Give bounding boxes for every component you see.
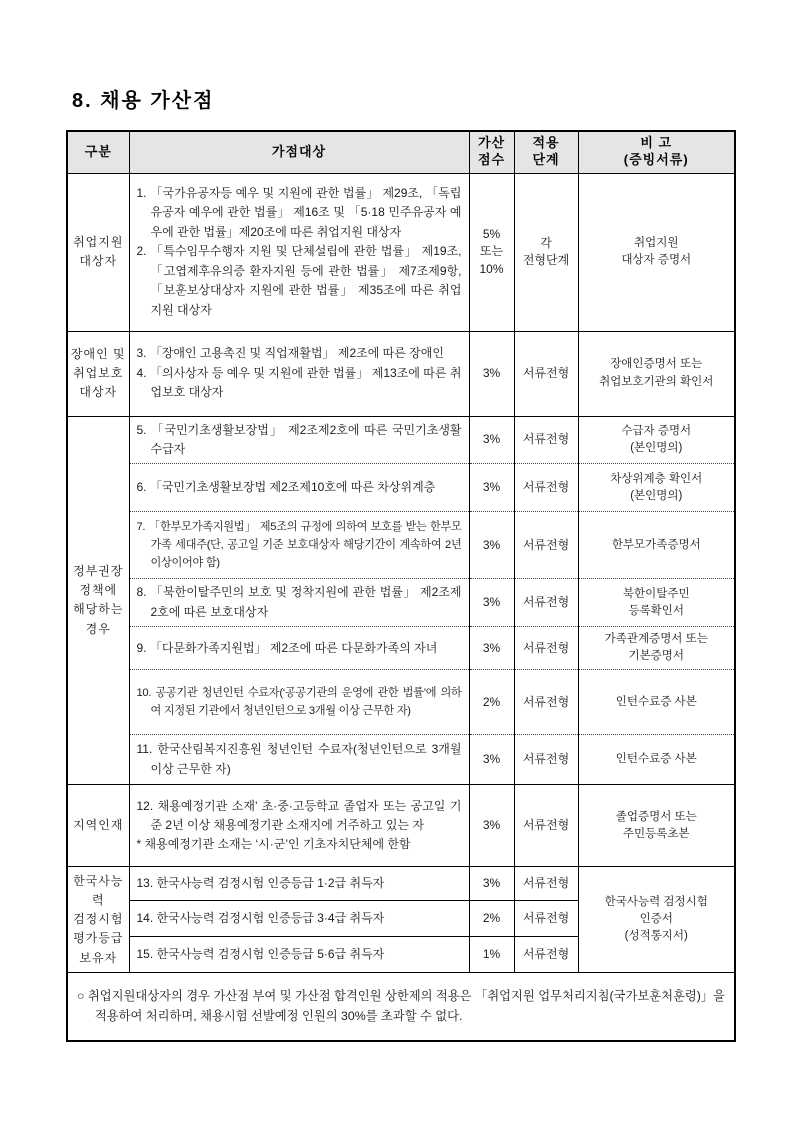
points-cell: 5% 또는 10% xyxy=(469,173,514,331)
table-row xyxy=(67,416,735,464)
target-cell xyxy=(129,579,469,627)
target-cell xyxy=(129,735,469,785)
points-cell: 3% xyxy=(469,735,514,785)
points-cell: 2% xyxy=(469,670,514,735)
stage-cell: 서류전형 xyxy=(514,785,578,867)
category-cell: 정부권장 정책에 해당하는 경우 xyxy=(67,416,129,785)
target-item: 14. 한국사능력 검정시험 인증등급 3·4급 취득자 xyxy=(136,911,385,926)
target-cell xyxy=(129,785,469,867)
target-item: 7. 「한부모가족지원법」 제5조의 규정에 의하여 보호를 받는 한부모가족 세대주(단, 공고일 기준 보호대상자 해당기간이 계속하여 2년 이상이어야 함) xyxy=(136,521,462,570)
stage-cell: 서류전형 xyxy=(514,937,578,973)
target-cell xyxy=(129,464,469,512)
stage-cell: 서류전형 xyxy=(514,464,578,512)
category-cell: 취업지원 대상자 xyxy=(67,173,129,331)
stage-cell: 서류전형 xyxy=(514,416,578,464)
target-cell xyxy=(129,627,469,670)
stage-cell: 서류전형 xyxy=(514,735,578,785)
points-cell: 3% xyxy=(469,512,514,579)
table-row xyxy=(67,785,735,867)
table-row xyxy=(67,512,735,579)
docs-cell: 한부모가족증명서 xyxy=(578,512,735,579)
points-cell: 3% xyxy=(469,627,514,670)
header-stage: 적용 단계 xyxy=(514,131,578,173)
target-item: 10. 공공기관 청년인턴 수료자(‘공공기관의 운영에 관한 법률’에 의하여 지정된 기관에서 청년인턴으로 3개월 이상 근무한 자) xyxy=(136,687,462,718)
table-row xyxy=(67,173,735,331)
stage-cell: 서류전형 xyxy=(514,512,578,579)
target-item: 5. 「국민기초생활보장법」 제2조제2호에 따른 국민기초생활수급자 xyxy=(136,422,462,456)
target-cell xyxy=(129,901,469,937)
target-item: 2. 「특수임무수행자 지원 및 단체설립에 관한 법률」 제19조, 「고엽제후유의증 환자지원 등에 관한 법률」 제7조제9항, 「보훈보상대상자 지원에 관한 법률」 제35조에 따른 취업지원 대상자 xyxy=(136,244,462,317)
category-cell: 지역인재 xyxy=(67,785,129,867)
stage-cell: 각 전형단계 xyxy=(514,173,578,331)
target-item: 13. 한국사능력 검정시험 인증등급 1·2급 취득자 xyxy=(136,876,385,891)
header-target: 가점대상 xyxy=(129,131,469,173)
stage-cell: 서류전형 xyxy=(514,867,578,901)
target-cell xyxy=(129,867,469,901)
points-cell: 3% xyxy=(469,464,514,512)
target-item: 3. 「장애인 고용촉진 및 직업재활법」 제2조에 따른 장애인 xyxy=(136,346,444,361)
header-points: 가산 점수 xyxy=(469,131,514,173)
docs-cell: 가족관계증명서 또는 기본증명서 xyxy=(578,627,735,670)
target-cell xyxy=(129,937,469,973)
stage-cell: 서류전형 xyxy=(514,670,578,735)
bonus-points-table xyxy=(66,130,736,1042)
table-row xyxy=(67,331,735,416)
target-item: 4. 「의사상자 등 예우 및 지원에 관한 법률」 제13조에 따른 취업보호 대상자 xyxy=(136,365,462,400)
stage-cell: 서류전형 xyxy=(514,627,578,670)
points-cell: 3% xyxy=(469,785,514,867)
category-cell: 한국사능력 검정시험 평가등급 보유자 xyxy=(67,867,129,973)
target-item-note: * 채용예정기관 소재는 ‘시·군’인 기초자치단체에 한함 xyxy=(136,837,411,852)
table-header-row xyxy=(67,131,735,173)
target-cell xyxy=(129,331,469,416)
footnote-text: ○ 취업지원대상자의 경우 가산점 부여 및 가산점 합격인원 상한제의 적용은 「취업지원 업무처리지침(국가보훈처훈령)」을 적용하여 처리하며, 채용시험 선발예정 인원의 30%를 초과할 수 없다. xyxy=(77,988,725,1023)
target-item: 6. 「국민기초생활보장법 제2조제10호에 따른 차상위계층 xyxy=(136,480,436,495)
docs-cell: 차상위계층 확인서 (본인명의) xyxy=(578,464,735,512)
table-row xyxy=(67,464,735,512)
table-row xyxy=(67,579,735,627)
target-item: 11. 한국산림복지진흥원 청년인턴 수료자(청년인턴으로 3개월 이상 근무한 자) xyxy=(136,742,462,776)
table-row xyxy=(67,627,735,670)
target-item: 9. 「다문화가족지원법」 제2조에 따른 다문화가족의 자녀 xyxy=(136,640,438,655)
docs-cell: 인턴수료증 사본 xyxy=(578,735,735,785)
docs-cell: 한국사능력 검정시험 인증서 (성적통지서) xyxy=(578,867,735,973)
page-title: 8. 채용 가산점 xyxy=(72,90,215,112)
stage-cell: 서류전형 xyxy=(514,901,578,937)
docs-cell: 수급자 증명서 (본인명의) xyxy=(578,416,735,464)
points-cell: 3% xyxy=(469,416,514,464)
footnote-row xyxy=(67,973,735,1041)
points-cell: 2% xyxy=(469,901,514,937)
table-row xyxy=(67,735,735,785)
table-row xyxy=(67,670,735,735)
stage-cell: 서류전형 xyxy=(514,579,578,627)
table-row xyxy=(67,867,735,901)
points-cell: 3% xyxy=(469,867,514,901)
target-item: 12. 채용예정기관 소재’ 초·중·고등학교 졸업자 또는 공고일 기준 2년 이상 채용예정기관 소재지에 거주하고 있는 자 xyxy=(136,798,462,833)
target-cell xyxy=(129,670,469,735)
points-cell: 3% xyxy=(469,331,514,416)
target-item: 15. 한국사능력 검정시험 인증등급 5·6급 취득자 xyxy=(136,947,385,962)
docs-cell: 북한이탈주민 등록확인서 xyxy=(578,579,735,627)
footnote-cell xyxy=(67,973,735,1041)
points-cell: 3% xyxy=(469,579,514,627)
target-cell xyxy=(129,173,469,331)
header-note: 비 고 (증빙서류) xyxy=(578,131,735,173)
target-item: 1. 「국가유공자등 예우 및 지원에 관한 법률」 제29조, 「독립유공자 예우에 관한 법률」 제16조 및 「5·18 민주유공자 예우에 관한 법률」제20조에 따른 취업지원 대상자 xyxy=(136,185,462,239)
docs-cell: 취업지원 대상자 증명서 xyxy=(578,173,735,331)
target-cell xyxy=(129,416,469,464)
points-cell: 1% xyxy=(469,937,514,973)
stage-cell: 서류전형 xyxy=(514,331,578,416)
header-category: 구분 xyxy=(67,131,129,173)
target-cell xyxy=(129,512,469,579)
docs-cell: 졸업증명서 또는 주민등록초본 xyxy=(578,785,735,867)
docs-cell: 장애인증명서 또는 취업보호기관의 확인서 xyxy=(578,331,735,416)
category-cell: 장애인 및 취업보호 대상자 xyxy=(67,331,129,416)
docs-cell: 인턴수료증 사본 xyxy=(578,670,735,735)
target-item: 8. 「북한이탈주민의 보호 및 정착지원에 관한 법률」 제2조제2호에 따른 보호대상자 xyxy=(136,585,462,619)
